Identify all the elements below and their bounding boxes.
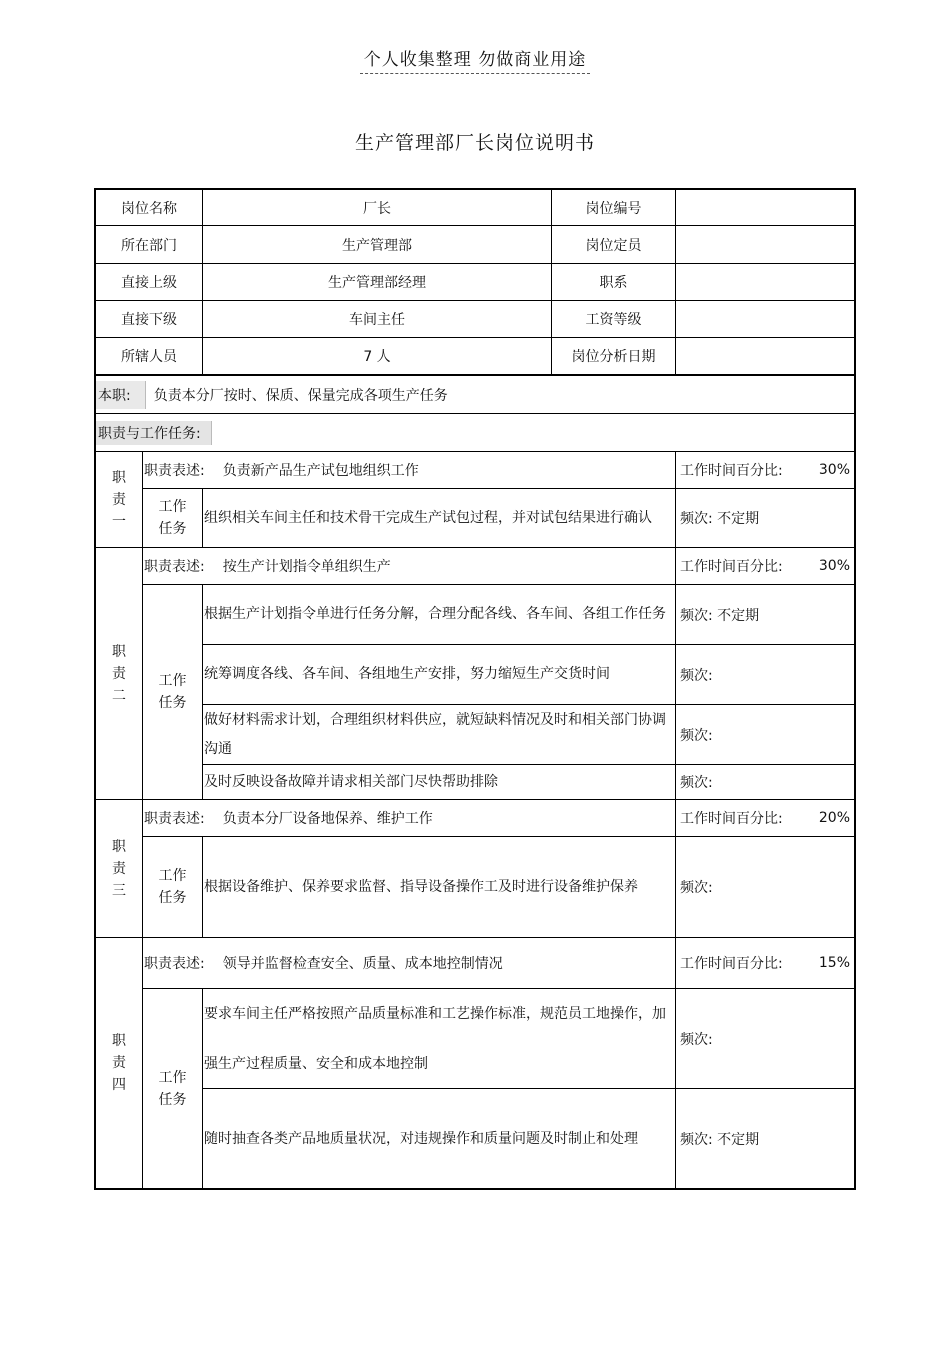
duty-name: 职责一 [112, 469, 126, 530]
pct-label: 工作时间百分比: [680, 463, 783, 479]
duty-section [96, 800, 854, 938]
task-row [203, 989, 854, 1089]
task-row [203, 705, 854, 765]
duty-pct: 30% [818, 558, 850, 574]
pct-label: 工作时间百分比: [680, 559, 783, 575]
task-frequency: 频次: [680, 880, 713, 896]
info-row [96, 264, 854, 301]
desc-label: 职责表述: [144, 463, 205, 479]
task-text: 组织相关车间主任和技术骨干完成生产试包过程，并对试包结果进行确认 [203, 489, 676, 547]
info-label: 工资等级 [552, 301, 676, 337]
document-title: 生产管理部厂长岗位说明书 [354, 132, 595, 154]
task-label: 工作任务 [158, 499, 187, 537]
info-value [676, 301, 854, 337]
main-duty-label: 本职: [96, 381, 146, 409]
duty-label [96, 452, 143, 547]
header-note [0, 45, 950, 74]
info-value: 7 人 [203, 338, 552, 374]
task-label: 工作任务 [158, 673, 187, 711]
duty-pct: 15% [818, 955, 850, 971]
info-value [676, 264, 854, 300]
task-frequency: 频次: [680, 727, 713, 744]
info-value [676, 226, 854, 263]
task-label: 工作任务 [158, 1069, 187, 1108]
info-value [676, 338, 854, 374]
task-frequency: 频次: [680, 1031, 713, 1048]
duty-name: 职责二 [112, 643, 126, 704]
main-duty-text: 负责本分厂按时、保质、保量完成各项生产任务 [153, 387, 448, 404]
task-frequency: 频次: [680, 775, 713, 791]
task-row [203, 837, 854, 937]
desc-label: 职责表述: [144, 811, 205, 827]
duty-desc-row [143, 548, 854, 585]
task-row [203, 489, 854, 547]
task-row [203, 765, 854, 799]
task-frequency: 频次: 不定期 [680, 607, 760, 624]
task-text: 要求车间主任严格按照产品质量标准和工艺操作标准，规范员工地操作，加强生产过程质量、安全和成本地控制 [203, 989, 676, 1088]
task-text: 随时抽查各类产品地质量状况，对违规操作和质量问题及时制止和处理 [203, 1089, 676, 1188]
info-label: 岗位名称 [96, 190, 203, 225]
desc-label: 职责表述: [144, 559, 205, 575]
duty-section [96, 938, 854, 1188]
duty-pct: 30% [818, 462, 850, 478]
job-description-table [94, 188, 856, 1190]
duty-section [96, 548, 854, 800]
task-row [203, 1089, 854, 1188]
info-row [96, 190, 854, 226]
duty-name: 职责四 [112, 1033, 126, 1093]
info-label: 岗位分析日期 [552, 338, 676, 374]
duty-pct: 20% [818, 810, 850, 826]
info-label: 所在部门 [96, 226, 203, 263]
info-label: 职系 [552, 264, 676, 300]
task-label: 工作任务 [158, 868, 187, 906]
task-frequency: 频次: [680, 667, 713, 684]
duty-desc: 按生产计划指令单组织生产 [222, 559, 391, 575]
task-text: 统筹调度各线、各车间、各组地生产安排，努力缩短生产交货时间 [203, 645, 676, 704]
info-row [96, 226, 854, 264]
info-row [96, 301, 854, 338]
header-note-text: 个人收集整理 勿做商业用途 [360, 45, 590, 74]
duty-desc: 负责本分厂设备地保养、维护工作 [222, 811, 433, 827]
info-label: 直接上级 [96, 264, 203, 300]
duty-label [96, 800, 143, 937]
duty-desc: 领导并监督检查安全、质量、成本地控制情况 [222, 956, 503, 972]
pct-label: 工作时间百分比: [680, 956, 783, 972]
task-text: 根据设备维护、保养要求监督、指导设备操作工及时进行设备维护保养 [203, 837, 676, 937]
info-value: 厂长 [203, 190, 552, 225]
task-row [203, 585, 854, 645]
desc-label: 职责表述: [144, 956, 205, 972]
duty-section [96, 452, 854, 548]
info-value: 车间主任 [203, 301, 552, 337]
info-label: 直接下级 [96, 301, 203, 337]
duty-desc-row [143, 938, 854, 989]
task-text: 及时反映设备故障并请求相关部门尽快帮助排除 [203, 765, 676, 799]
task-row [203, 645, 854, 705]
info-value: 生产管理部 [203, 226, 552, 263]
duty-label [96, 548, 143, 799]
info-label: 所辖人员 [96, 338, 203, 374]
task-text: 做好材料需求计划，合理组织材料供应，就短缺料情况及时和相关部门协调沟通 [203, 705, 676, 764]
pct-label: 工作时间百分比: [680, 811, 783, 827]
info-value [676, 190, 854, 225]
info-row [96, 338, 854, 376]
duties-header: 职责与工作任务: [96, 421, 212, 445]
info-label: 岗位编号 [552, 190, 676, 225]
task-text: 根据生产计划指令单进行任务分解，合理分配各线、各车间、各组工作任务 [203, 585, 676, 644]
duty-desc-row [143, 800, 854, 837]
task-frequency: 频次: 不定期 [680, 511, 760, 527]
info-value: 生产管理部经理 [203, 264, 552, 300]
task-frequency: 频次: 不定期 [680, 1131, 760, 1148]
info-label: 岗位定员 [552, 226, 676, 263]
duties-header-row [96, 414, 854, 452]
main-duty-row [96, 376, 854, 414]
duty-desc: 负责新产品生产试包地组织工作 [222, 463, 419, 479]
duty-label [96, 938, 143, 1188]
duty-name: 职责三 [112, 838, 126, 899]
duty-desc-row [143, 452, 854, 489]
